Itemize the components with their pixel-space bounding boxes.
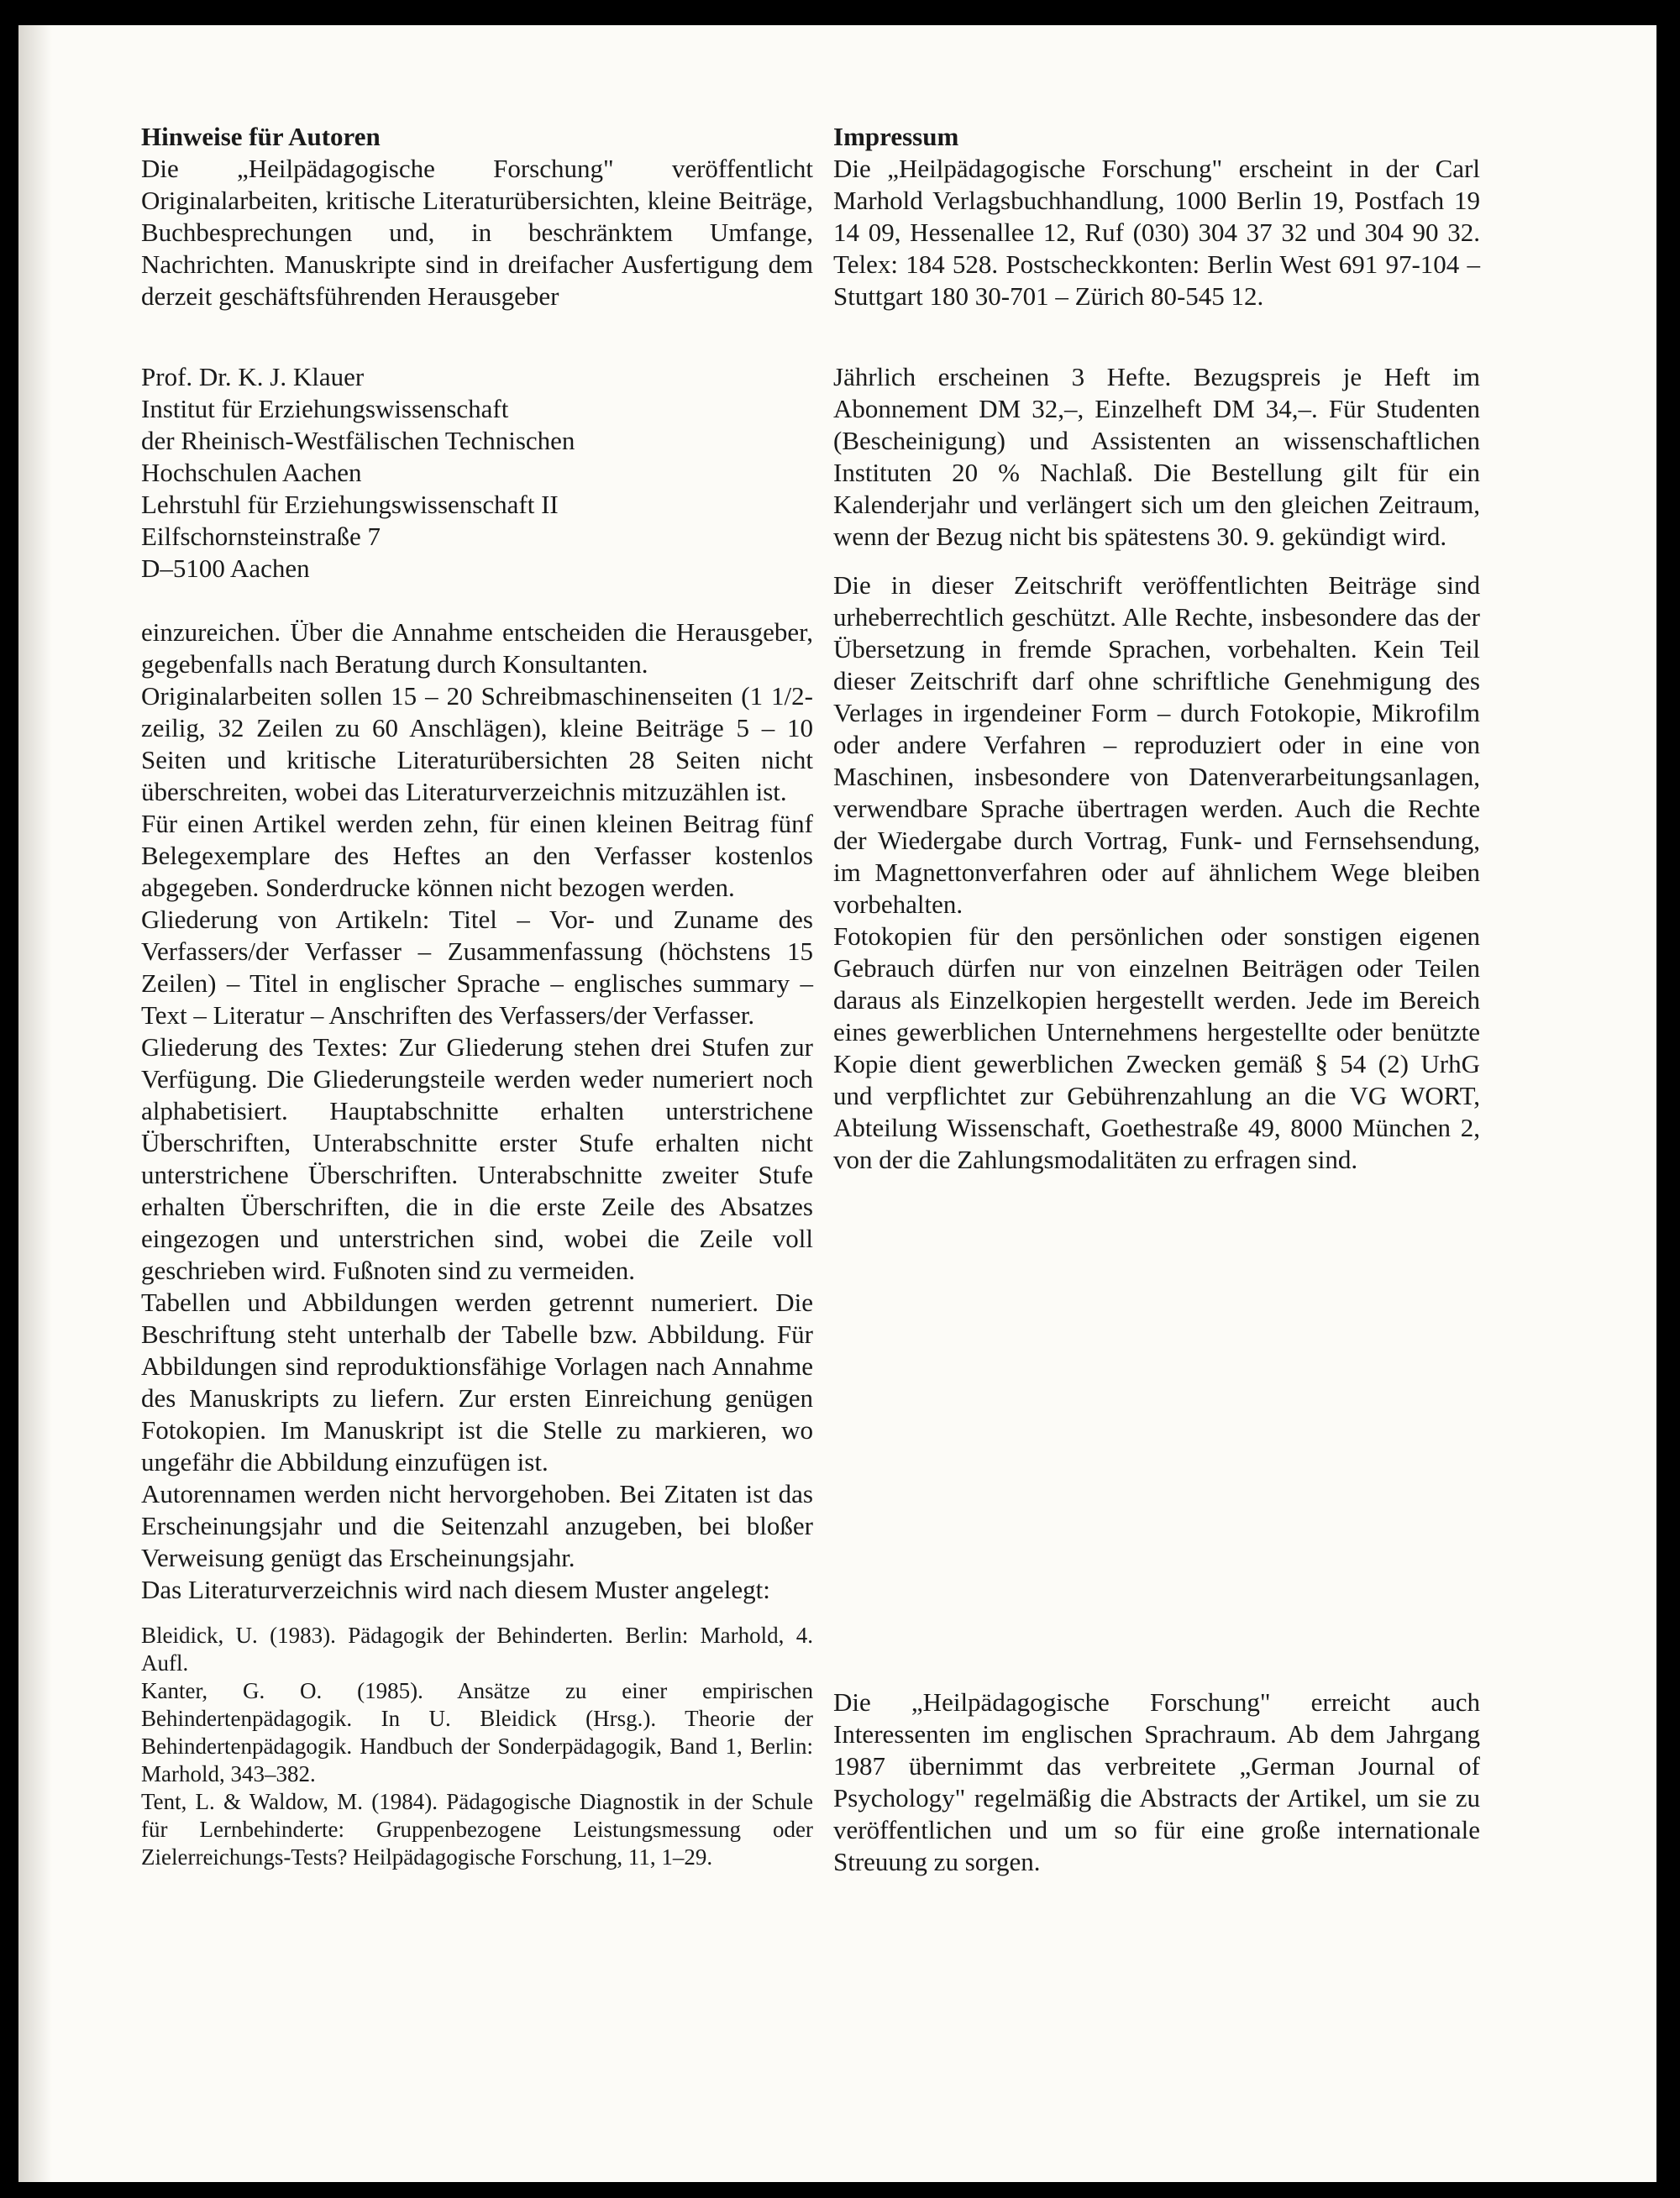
copyright-text: Die in dieser Zeitschrift veröffentlichten Beiträge sind urheberrechtlich geschützt. Alle Rechte, insbesondere das der Übersetzung in fremde Sprachen, vorbehalten. Kein Teil dieser Zeitschrift darf ohne schriftliche Genehmigung des Verlages in irgendeiner Form – durch Fotokopie, Mikrofilm oder andere Verfahren – reproduziert oder in eine von Maschinen, insbesondere von Datenverarbeitungsanlagen, verwendbare Sprache übertragen werden. Auch die Rechte der Wiedergabe durch Vortrag, Funk- und Fernsehsendung, im Magnettonverfahren oder auf ähnlichem Wege bleiben vorbehalten. xyxy=(833,570,1480,919)
paragraph-article-structure: Gliederung von Artikeln: Titel – Vor- und Zuname des Verfassers/der Verfasser – Zusammenfassung (höchstens 15 Zeilen) – Titel in englischer Sprache – englisches summary – Text – Literatur – Anschriften des Verfassers/der Verfasser. xyxy=(141,905,813,1030)
address-line: Prof. Dr. K. J. Klauer xyxy=(141,362,365,391)
impressum-publisher: Die „Heilpädagogische Forschung" erscheint in der Carl Marhold Verlagsbuchhandlung, 1000 Berlin 19, Postfach 19 14 09, Hessenallee 12, Ruf (030) 304 37 32 und 304 90 32. Telex: 184 528. Postscheckkonten: Berlin West 691 97-104 – Stuttgart 180 30-701 – Zürich 80-545 12. xyxy=(833,154,1480,311)
address-line: Institut für Erziehungswissenschaft xyxy=(141,394,509,423)
impressum-section xyxy=(833,121,1480,312)
authors-guidelines-section xyxy=(141,121,813,312)
subscription-text: Jährlich erscheinen 3 Hefte. Bezugspreis je Heft im Abonnement DM 32,–, Einzelheft DM 34,–. Für Studenten (Bescheinigung) und Assistenten an wissenschaftlichen Instituten 20 % Nachlaß. Die Bestellung gilt für ein Kalenderjahr und verlängert sich um den gleichen Zeitraum, wenn der Bezug nicht bis spätestens 30. 9. gekündigt wird. xyxy=(833,362,1480,551)
reference-item: Tent, L. & Waldow, M. (1984). Pädagogische Diagnostik in der Schule für Lernbehinderte: Gruppenbezogene Leistungsmessung oder Zielerreichungs-Tests? Heilpädagogische Forschung, 11, 1–29. xyxy=(141,1789,813,1870)
address-line: Lehrstuhl für Erziehungswissenschaft II xyxy=(141,490,559,519)
paragraph-text-structure: Gliederung des Textes: Zur Gliederung stehen drei Stufen zur Verfügung. Die Gliederungsteile werden weder numeriert noch alphabetisiert. Hauptabschnitte erhalten unterstrichene Überschriften, Unterabschnitte erster Stufe erhalten nicht unterstrichene Überschriften. Unterabschnitte zweiter Stufe erhalten Überschriften, die in die erste Zeile des Absatzes eingezogen und unterstrichen sind, wobei die Zeile voll geschrieben wird. Fußnoten sind zu vermeiden. xyxy=(141,1032,813,1285)
international-section xyxy=(833,1687,1480,1878)
authors-heading: Hinweise für Autoren xyxy=(141,122,381,151)
address-line: D–5100 Aachen xyxy=(141,553,310,583)
paragraph-bibliography-intro: Das Literaturverzeichnis wird nach diesem Muster angelegt: xyxy=(141,1575,770,1604)
paragraph-submission: einzureichen. Über die Annahme entscheiden die Herausgeber, gegebenfalls nach Beratung durch Konsultanten. xyxy=(141,617,813,679)
editor-address xyxy=(141,361,813,585)
reference-item: Bleidick, U. (1983). Pädagogik der Behinderten. Berlin: Marhold, 4. Aufl. xyxy=(141,1623,813,1676)
authors-intro: Die „Heilpädagogische Forschung" veröffentlicht Originalarbeiten, kritische Literaturübersichten, kleine Beiträge, Buchbesprechungen und, in beschränktem Umfange, Nachrichten. Manuskripte sind in dreifacher Ausfertigung dem derzeit geschäftsführenden Herausgeber xyxy=(141,154,813,311)
binding-shadow xyxy=(18,25,52,2182)
address-line: der Rheinisch-Westfälischen Technischen xyxy=(141,426,575,455)
address-line: Eilfschornsteinstraße 7 xyxy=(141,522,381,551)
international-text: Die „Heilpädagogische Forschung" erreicht auch Interessenten im englischen Sprachraum. Ab dem Jahrgang 1987 übernimmt das verbreitete „German Journal of Psychology" regelmäßig die Abstracts der Artikel, um sie zu veröffentlichen und um so für eine große internationale Streuung zu sorgen. xyxy=(833,1687,1480,1876)
authors-guidelines-body xyxy=(141,616,813,1606)
impressum-heading: Impressum xyxy=(833,122,959,151)
paragraph-copies: Für einen Artikel werden zehn, für einen kleinen Beitrag fünf Belegexemplare des Heftes an den Verfasser kostenlos abgegeben. Sonderdrucke können nicht bezogen werden. xyxy=(141,809,813,902)
address-line: Hochschulen Aachen xyxy=(141,458,362,487)
paragraph-tables-figures: Tabellen und Abbildungen werden getrennt numeriert. Die Beschriftung steht unterhalb der Tabelle bzw. Abbildung. Für Abbildungen sind reproduktionsfähige Vorlagen nach Annahme des Manuskripts zu liefern. Zur ersten Einreichung genügen Fotokopien. Im Manuskript ist die Stelle zu markieren, wo ungefähr die Abbildung einzufügen ist. xyxy=(141,1288,813,1477)
copyright-section xyxy=(833,569,1480,1176)
paragraph-length: Originalarbeiten sollen 15 – 20 Schreibmaschinenseiten (1 1/2-zeilig, 32 Zeilen zu 60 Anschlägen), kleine Beiträge 5 – 10 Seiten und kritische Literaturübersichten 28 Seiten nicht überschreiten, wobei das Literaturverzeichnis mitzuzählen ist. xyxy=(141,681,813,806)
subscription-section xyxy=(833,361,1480,553)
paragraph-citations: Autorennamen werden nicht hervorgehoben. Bei Zitaten ist das Erscheinungsjahr und die Seitenzahl anzugeben, bei bloßer Verweisung genügt das Erscheinungsjahr. xyxy=(141,1479,813,1572)
reference-item: Kanter, G. O. (1985). Ansätze zu einer empirischen Behindertenpädagogik. In U. Bleidick (Hrsg.). Theorie der Behindertenpädagogik. Handbuch der Sonderpädagogik, Band 1, Berlin: Marhold, 343–382. xyxy=(141,1678,813,1786)
page xyxy=(18,25,1656,2182)
reference-examples xyxy=(141,1622,813,1871)
photocopy-text: Fotokopien für den persönlichen oder sonstigen eigenen Gebrauch dürfen nur von einzelnen Beiträgen oder Teilen daraus als Einzelkopien hergestellt werden. Jede im Bereich eines gewerblichen Unternehmens hergestellte oder benützte Kopie dient gewerblichen Zwecken gemäß § 54 (2) UrhG und verpflichtet zur Gebührenzahlung an die VG WORT, Abteilung Wissenschaft, Goethestraße 49, 8000 München 2, von der die Zahlungsmodalitäten zu erfragen sind. xyxy=(833,921,1480,1174)
